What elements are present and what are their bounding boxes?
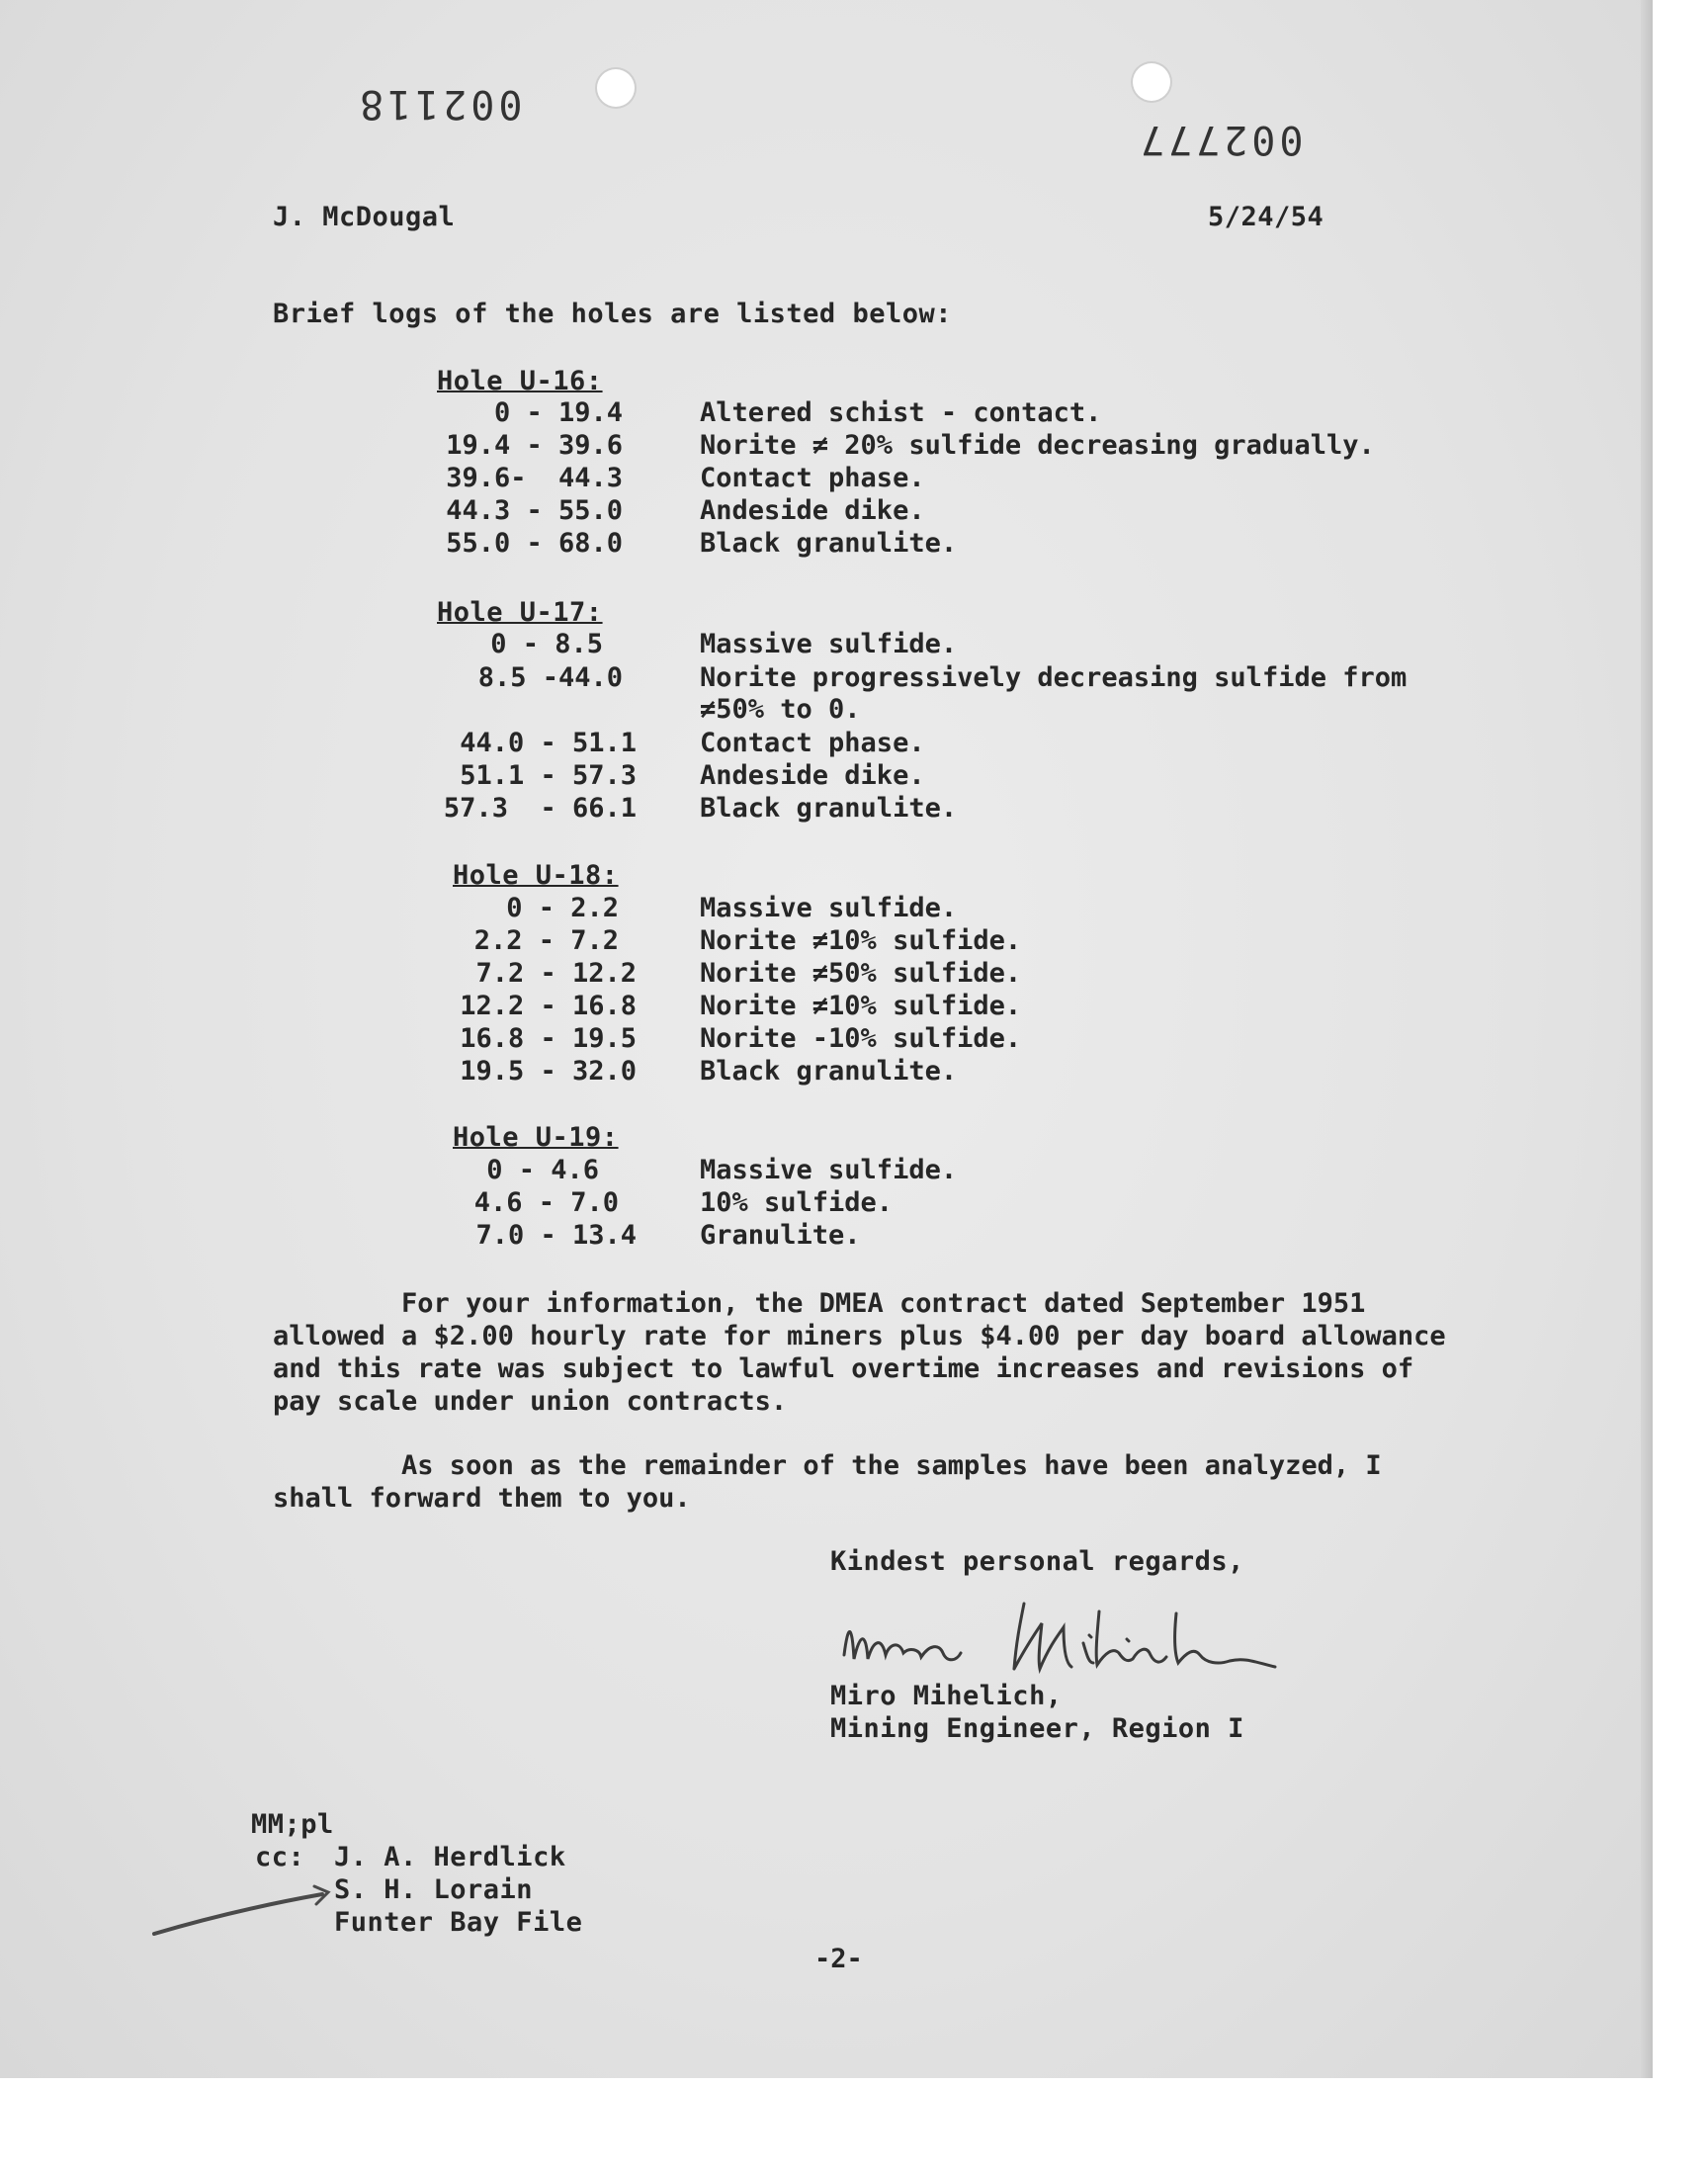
paragraph-line: and this rate was subject to lawful overtime increases and revisions of bbox=[273, 1353, 1414, 1384]
log-description: Black granulite. bbox=[700, 793, 958, 824]
log-description: Massive sulfide. bbox=[700, 629, 958, 659]
depth-range: 19.4 - 39.6 bbox=[446, 430, 623, 461]
punch-hole bbox=[597, 69, 635, 107]
intro-line: Brief logs of the holes are listed below: bbox=[273, 299, 952, 329]
log-description-continued: ≠50% to 0. bbox=[700, 694, 861, 725]
log-description: Massive sulfide. bbox=[700, 893, 958, 923]
log-description: Norite ≠50% sulfide. bbox=[700, 958, 1022, 989]
depth-range: 19.5 - 32.0 bbox=[460, 1056, 637, 1087]
depth-range: 44.0 - 51.1 bbox=[460, 728, 637, 758]
signer-title: Mining Engineer, Region I bbox=[830, 1713, 1244, 1744]
depth-range: 2.2 - 7.2 bbox=[473, 925, 619, 956]
hole-title: Hole U-16: bbox=[437, 366, 603, 396]
depth-range: 57.3 - 66.1 bbox=[443, 793, 637, 824]
cc-label: cc: bbox=[255, 1842, 305, 1872]
depth-range: 0 - 2.2 bbox=[506, 893, 619, 923]
log-description: Contact phase. bbox=[700, 463, 925, 493]
closing-salutation: Kindest personal regards, bbox=[830, 1546, 1244, 1577]
log-description: 10% sulfide. bbox=[700, 1187, 894, 1218]
depth-range: 7.2 - 12.2 bbox=[475, 958, 637, 989]
log-description: Black granulite. bbox=[700, 528, 958, 559]
cc-recipient: J. A. Herdlick bbox=[334, 1842, 566, 1872]
paragraph-line: For your information, the DMEA contract dated September 1951 bbox=[273, 1288, 1366, 1319]
depth-range: 0 - 4.6 bbox=[486, 1155, 599, 1185]
hole-title: Hole U-19: bbox=[453, 1122, 619, 1153]
depth-range: 51.1 - 57.3 bbox=[460, 760, 637, 791]
depth-range: 7.0 - 13.4 bbox=[475, 1220, 637, 1251]
page-edge-shadow bbox=[1641, 0, 1653, 2078]
signer-name: Miro Mihelich, bbox=[830, 1681, 1063, 1711]
log-description: Norite progressively decreasing sulfide from bbox=[700, 662, 1408, 693]
depth-range: 16.8 - 19.5 bbox=[460, 1023, 637, 1054]
log-description: Norite ≠10% sulfide. bbox=[700, 991, 1022, 1021]
depth-range: 4.6 - 7.0 bbox=[473, 1187, 619, 1218]
stamp-number-right: 002777 bbox=[1137, 117, 1304, 162]
depth-range: 44.3 - 55.0 bbox=[446, 495, 623, 526]
log-description: Andeside dike. bbox=[700, 495, 925, 526]
log-description: Massive sulfide. bbox=[700, 1155, 958, 1185]
log-description: Norite ≠10% sulfide. bbox=[700, 925, 1022, 956]
paragraph-line: shall forward them to you. bbox=[273, 1483, 691, 1514]
log-description: Andeside dike. bbox=[700, 760, 925, 791]
paragraph-line: allowed a $2.00 hourly rate for miners plus $4.00 per day board allowance bbox=[273, 1321, 1446, 1351]
depth-range: 39.6- 44.3 bbox=[446, 463, 623, 493]
typist-initials: MM;pl bbox=[251, 1809, 334, 1840]
hole-title: Hole U-18: bbox=[453, 860, 619, 891]
depth-range: 0 - 8.5 bbox=[490, 629, 603, 659]
cc-recipient: S. H. Lorain bbox=[334, 1874, 534, 1905]
page-number: -2- bbox=[814, 1944, 863, 1974]
handwritten-arrow-mark bbox=[148, 1874, 346, 1944]
cc-recipient: Funter Bay File bbox=[334, 1907, 583, 1938]
log-description: Granulite. bbox=[700, 1220, 861, 1251]
depth-range: 0 - 19.4 bbox=[493, 397, 623, 428]
log-description: Black granulite. bbox=[700, 1056, 958, 1087]
paragraph-line: As soon as the remainder of the samples have been analyzed, I bbox=[273, 1450, 1382, 1481]
letter-date: 5/24/54 bbox=[1208, 202, 1324, 232]
depth-range: 12.2 - 16.8 bbox=[460, 991, 637, 1021]
recipient: J. McDougal bbox=[273, 202, 456, 232]
punch-hole bbox=[1133, 63, 1170, 101]
hole-title: Hole U-17: bbox=[437, 597, 603, 628]
log-description: Norite ≠ 20% sulfide decreasing gradually. bbox=[700, 430, 1375, 461]
paragraph-line: pay scale under union contracts. bbox=[273, 1386, 788, 1417]
stamp-number-left: 002118 bbox=[356, 81, 523, 127]
depth-range: 8.5 -44.0 bbox=[477, 662, 623, 693]
signature-image bbox=[830, 1584, 1344, 1693]
log-description: Altered schist - contact. bbox=[700, 397, 1102, 428]
log-description: Contact phase. bbox=[700, 728, 925, 758]
log-description: Norite -10% sulfide. bbox=[700, 1023, 1022, 1054]
depth-range: 55.0 - 68.0 bbox=[446, 528, 623, 559]
